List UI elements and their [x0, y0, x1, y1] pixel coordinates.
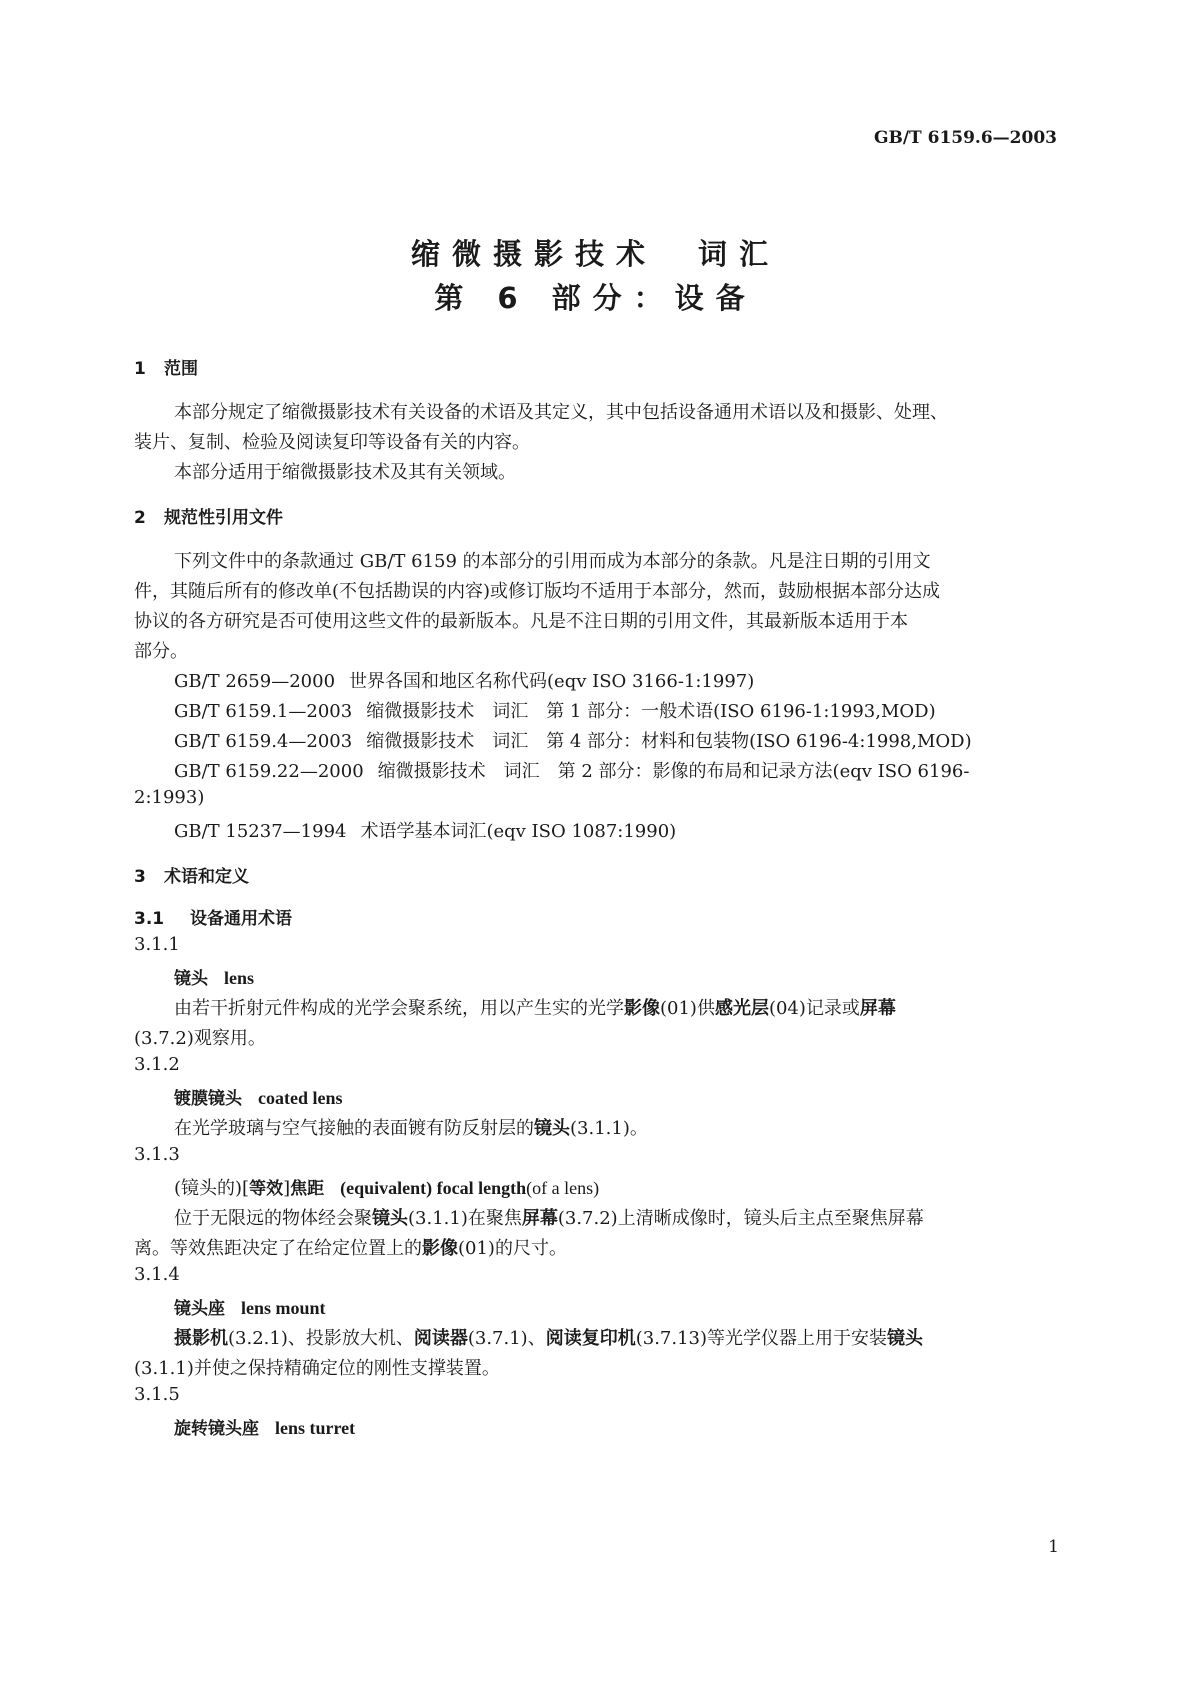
definition-line	[174, 1204, 924, 1230]
section-2-heading	[134, 503, 283, 528]
term-entry	[174, 1294, 326, 1319]
reference-code: GB/T 6159.4—2003	[174, 731, 353, 752]
term-zh: 镀膜镜头	[174, 1089, 242, 1109]
definition-line: (3.7.2)观察用。	[134, 1028, 266, 1049]
reference-continuation: 2:1993)	[134, 787, 205, 808]
reference-item	[174, 667, 754, 693]
reference-title: 缩微摄影技术 词汇 第 2 部分：影像的布局和记录方法(eqv ISO 6196-	[377, 761, 970, 782]
term-zh: 镜头	[174, 969, 208, 989]
term-en-qualifier: (of a lens)	[526, 1178, 600, 1198]
reference-code: GB/T 15237—1994	[174, 821, 347, 842]
cross-ref-term: 镜头	[534, 1118, 570, 1139]
paragraph-line: 件，其随后所有的修改单(不包括勘误的内容)或修订版均不适用于本部分，然而，鼓励根据本部分达成	[134, 581, 941, 602]
subsection-number: 3.1	[134, 909, 165, 929]
paragraph-line: 本部分适用于缩微摄影技术及其有关领域。	[174, 462, 516, 483]
term-en: lens	[224, 968, 255, 988]
document-title: 缩微摄影技术 词汇	[410, 237, 780, 271]
term-number: 3.1.5	[134, 1384, 180, 1405]
section-title: 范围	[164, 359, 198, 379]
reference-code: GB/T 6159.22—2000	[174, 761, 364, 782]
text: 位于无限远的物体经会聚	[174, 1208, 372, 1229]
term-entry	[174, 964, 254, 989]
text: (3.2.1)、投影放大机、	[228, 1328, 414, 1349]
cross-ref-term: 镜头	[887, 1328, 924, 1349]
subsection-title: 设备通用术语	[190, 909, 292, 929]
term-number: 3.1.3	[134, 1144, 180, 1165]
paragraph-line: 下列文件中的条款通过 GB/T 6159 的本部分的引用而成为本部分的条款。凡是注日期的引用文	[174, 551, 931, 572]
text: (镜头的)[	[174, 1178, 250, 1199]
term-number: 3.1.4	[134, 1264, 180, 1285]
term-en: coated lens	[258, 1088, 343, 1108]
definition-line	[174, 994, 896, 1020]
reference-title: 缩微摄影技术 词汇 第 4 部分：材料和包装物(ISO 6196-4:1998,MOD)	[366, 731, 972, 752]
text: (3.7.13)等光学仪器上用于安装	[635, 1328, 888, 1349]
text: 离。等效焦距决定了在给定位置上的	[134, 1238, 422, 1259]
paragraph-line: 协议的各方研究是否可使用这些文件的最新版本。凡是不注日期的引用文件，其最新版本适用于本	[134, 611, 908, 632]
section-number: 2	[134, 508, 146, 528]
section-number: 3	[134, 867, 146, 887]
cross-ref-term: 阅读复印机	[545, 1328, 636, 1349]
paragraph-line: 本部分规定了缩微摄影技术有关设备的术语及其定义，其中包括设备通用术语以及和摄影、处理、	[174, 402, 948, 423]
term-zh: 等效	[249, 1179, 284, 1199]
term-number: 3.1.2	[134, 1054, 180, 1075]
text: (3.7.2)上清晰成像时，镜头后主点至聚焦屏幕	[557, 1208, 924, 1229]
term-en: (equivalent) focal length	[340, 1178, 527, 1198]
paragraph-line: 部分。	[134, 641, 188, 662]
text: (01)供	[660, 998, 715, 1019]
text: 在光学玻璃与空气接触的表面镀有防反射层的	[174, 1118, 534, 1139]
definition-line	[174, 1324, 923, 1350]
term-zh: 镜头座	[174, 1299, 225, 1319]
section-title: 规范性引用文件	[164, 508, 283, 528]
reference-title: 世界各国和地区名称代码(eqv ISO 3166-1:1997)	[349, 671, 755, 692]
cross-ref-term: 镜头	[372, 1208, 408, 1229]
term-en: lens turret	[275, 1418, 356, 1438]
page-number: 1	[1048, 1537, 1059, 1557]
reference-title: 术语学基本词汇(eqv ISO 1087:1990)	[360, 821, 677, 842]
text: (01)的尺寸。	[458, 1238, 567, 1259]
cross-ref-term: 阅读器	[413, 1328, 468, 1349]
definition-line	[174, 1114, 648, 1140]
term-entry	[174, 1414, 355, 1439]
definition-line: (3.1.1)并使之保持精确定位的刚性支撑装置。	[134, 1358, 500, 1379]
cross-ref-term: 影像	[624, 998, 660, 1019]
subsection-heading	[134, 904, 292, 929]
section-number: 1	[134, 359, 146, 379]
reference-item	[174, 757, 969, 783]
text: (3.7.1)、	[467, 1328, 546, 1349]
document-subtitle: 第 6 部分：设备	[434, 281, 757, 315]
term-zh: 焦距	[290, 1179, 325, 1199]
cross-ref-term: 屏幕	[859, 998, 896, 1019]
standard-number: GB/T 6159.6—2003	[873, 128, 1057, 148]
text: 由若干折射元件构成的光学会聚系统，用以产生实的光学	[174, 998, 624, 1019]
reference-title: 缩微摄影技术 词汇 第 1 部分：一般术语(ISO 6196-1:1993,MOD)	[366, 701, 936, 722]
term-en: lens mount	[241, 1298, 326, 1318]
cross-ref-term: 屏幕	[521, 1208, 558, 1229]
text: (3.1.1)。	[570, 1118, 648, 1139]
reference-code: GB/T 6159.1—2003	[174, 701, 353, 722]
term-zh: 旋转镜头座	[174, 1419, 259, 1439]
reference-item	[174, 727, 972, 753]
text: ]	[283, 1178, 291, 1199]
text: (3.1.1)在聚焦	[408, 1208, 522, 1229]
paragraph-line: 装片、复制、检验及阅读复印等设备有关的内容。	[134, 432, 530, 453]
cross-ref-term: 影像	[422, 1238, 458, 1259]
reference-item	[174, 817, 676, 843]
section-1-heading	[134, 354, 198, 379]
term-entry	[174, 1084, 343, 1109]
reference-item	[174, 697, 936, 723]
term-number: 3.1.1	[134, 934, 180, 955]
text: (04)记录或	[768, 998, 860, 1019]
reference-code: GB/T 2659—2000	[174, 671, 336, 692]
cross-ref-term: 感光层	[714, 998, 769, 1019]
term-entry	[174, 1174, 599, 1200]
cross-ref-term: 摄影机	[174, 1328, 228, 1349]
definition-line	[134, 1234, 567, 1260]
section-title: 术语和定义	[164, 867, 249, 887]
section-3-heading	[134, 862, 249, 887]
